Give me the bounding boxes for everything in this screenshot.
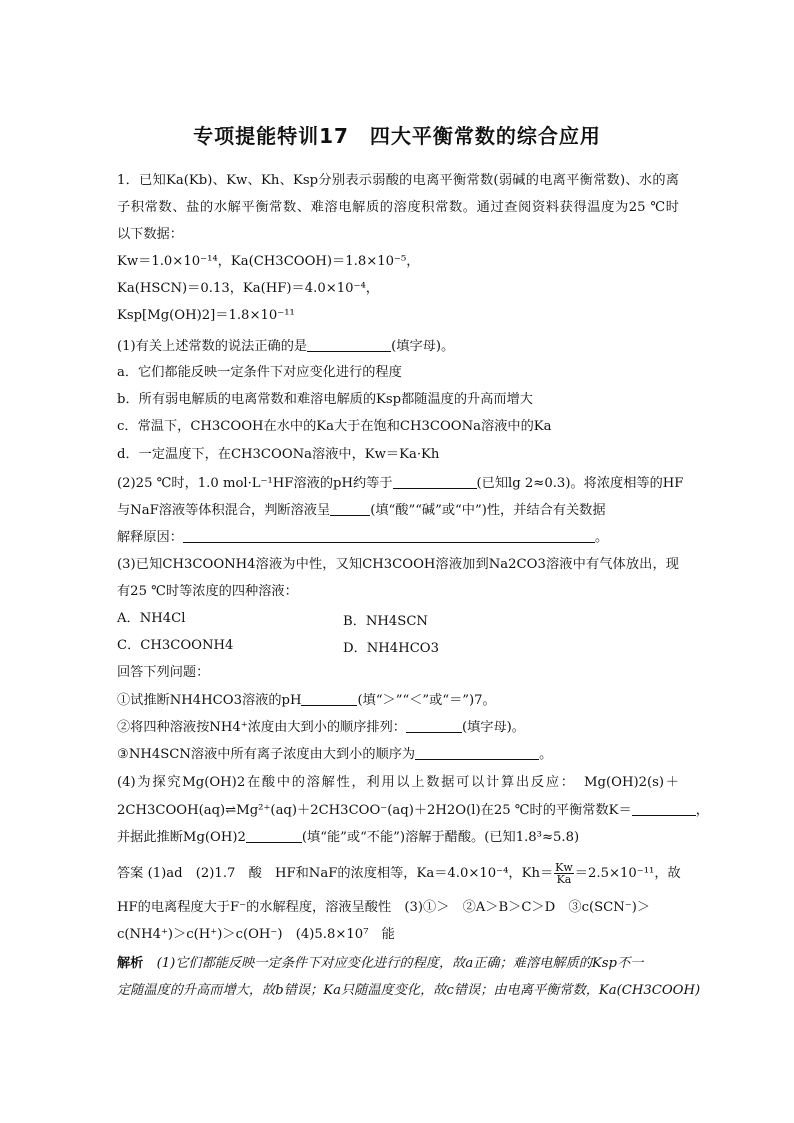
sub-question-4-cont [117,801,709,820]
option-B: B．NH4SCN [343,614,428,629]
question-line: 以下数据： [117,227,183,242]
sub-question-1 [117,337,679,356]
sub-question-text: 与NaF溶液等体积混合，判断溶液呈 [117,503,331,518]
answer-blank [301,691,357,706]
answer-blank [393,474,477,489]
option-A: A．NH4Cl [117,611,186,626]
option-D: D．NH4HCO3 [343,641,439,656]
answer-blank [406,718,462,733]
analysis-line [117,955,679,973]
sub-question-text: (已知lg 2≈0.3)。将浓度相等的HF [476,476,684,491]
prompt-line: 回答下列问题： [117,665,210,680]
sub-question-2-cont [117,528,679,547]
sub-question-text: (填“酸”“碱”或“中”)性，并结合有关数据 [370,503,606,518]
answer-line: HF的电离程度大于F⁻的水解程度，溶液呈酸性 (3)①＞ ②A＞B＞C＞D ③c(SCN⁻)＞ [117,900,651,915]
answer-blank [246,828,302,843]
answer-blank [307,337,391,352]
answer-line [117,862,679,885]
data-line: Kw＝1.0×10⁻¹⁴，Ka(CH3COOH)＝1.8×10⁻⁵， [117,254,420,269]
sub-item-3 [117,745,679,764]
sub-item-text: ①试推断NH4HCO3溶液的pH [117,693,302,708]
fraction-numerator: Kw [555,861,573,874]
sub-question-text: 解释原因： [117,530,183,545]
analysis-label: 解析 [117,956,144,971]
sub-item-text: ③NH4SCN溶液中所有离子浓度由大到小的顺序为 [117,747,416,762]
sub-item-text: 。 [539,747,553,762]
option-a: a．它们都能反映一定条件下对应变化进行的程度 [117,365,402,380]
sub-question-4-cont [117,828,679,847]
answer-text: (1)ad (2)1.7 酸 HF和NaF的浓度相等，Ka＝4.0×10⁻⁴，Kh＝ [147,866,554,881]
sub-item-2 [117,718,679,737]
analysis-text: (1)它们都能反映一定条件下对应变化进行的程度，故a正确；难溶电解质的Ksp不一 [156,956,644,971]
question-line: 子积常数、盐的水解平衡常数、难溶电解质的溶度积常数。通过查阅资料获得温度为25 ℃时 [117,200,679,215]
answer-line: c(NH4⁺)＞c(H⁺)＞c(OH⁻) (4)5.8×10⁷ 能 [117,927,395,942]
option-d: d．一定温度下，在CH3COONa溶液中，Kw＝Ka·Kh [117,447,440,462]
data-line: Ksp[Mg(OH)2]＝1.8×10⁻¹¹ [117,308,295,323]
sub-question-3-cont: 有25 ℃时等浓度的四种溶液： [117,584,298,599]
sub-question-text: 。 [594,530,609,545]
sub-question-2-cont [117,501,679,520]
answer-text: ＝2.5×10⁻¹¹，故 [574,866,681,881]
sub-item-text: ②将四种溶液按NH4⁺浓度由大到小的顺序排列： [117,720,406,735]
sub-question-text: (1)有关上述常数的说法正确的是 [117,339,308,354]
sub-question-text: ， [695,803,709,818]
sub-question-3: (3)已知CH3COONH4溶液为中性，又知CH3COOH溶液加到Na2CO3溶液中有气体放出，现 [117,557,679,572]
sub-question-text: 并据此推断Mg(OH)2 [117,830,246,845]
answer-blank [330,501,370,516]
option-c: c．常温下，CH3COOH在水中的Ka大于在饱和CH3COONa溶液中的Ka [117,419,552,434]
answer-label: 答案 [117,866,144,881]
page-title: 专项提能特训17 四大平衡常数的综合应用 [193,124,601,148]
sub-question-text: (填“能”或“不能”)溶解于醋酸。(已知1.8³≈5.8) [301,830,580,845]
option-C: C．CH3COONH4 [117,638,234,653]
analysis-line: 定随温度的升高而增大，故b错误；Ka只随温度变化，故c错误；由电离平衡常数，Ka(CH3COOH) [117,983,701,998]
question-line: 1．已知Ka(Kb)、Kw、Kh、Ksp分别表示弱酸的电离平衡常数(弱碱的电离平衡常数)、水的离 [117,173,679,188]
fraction [554,862,574,885]
data-line: Ka(HSCN)＝0.13，Ka(HF)＝4.0×10⁻⁴， [117,281,379,296]
answer-blank [415,745,539,760]
answer-blank [632,801,696,816]
sub-item-text: (填“＞”“＜”或“＝”)7。 [357,693,496,708]
sub-item-1 [117,691,679,710]
option-b: b．所有弱电解质的电离常数和难溶电解质的Ksp都随温度的升高而增大 [117,392,533,407]
sub-question-text: 2CH3COOH(aq)⇌Mg²⁺(aq)＋2CH3COO⁻(aq)＋2H2O(l)在25 ℃时的平衡常数K＝ [117,803,632,818]
sub-question-4: (4)为探究Mg(OH)2在酸中的溶解性，利用以上数据可以计算出反应： Mg(OH)2(s)＋ [117,775,679,790]
answer-blank [183,528,595,543]
sub-question-2 [117,474,684,493]
fraction-denominator: Ka [556,873,572,886]
sub-item-text: (填字母)。 [461,720,525,735]
sub-question-text: (2)25 ℃时，1.0 mol·L⁻¹HF溶液的pH约等于 [117,476,393,491]
sub-question-text: (填字母)。 [391,339,455,354]
